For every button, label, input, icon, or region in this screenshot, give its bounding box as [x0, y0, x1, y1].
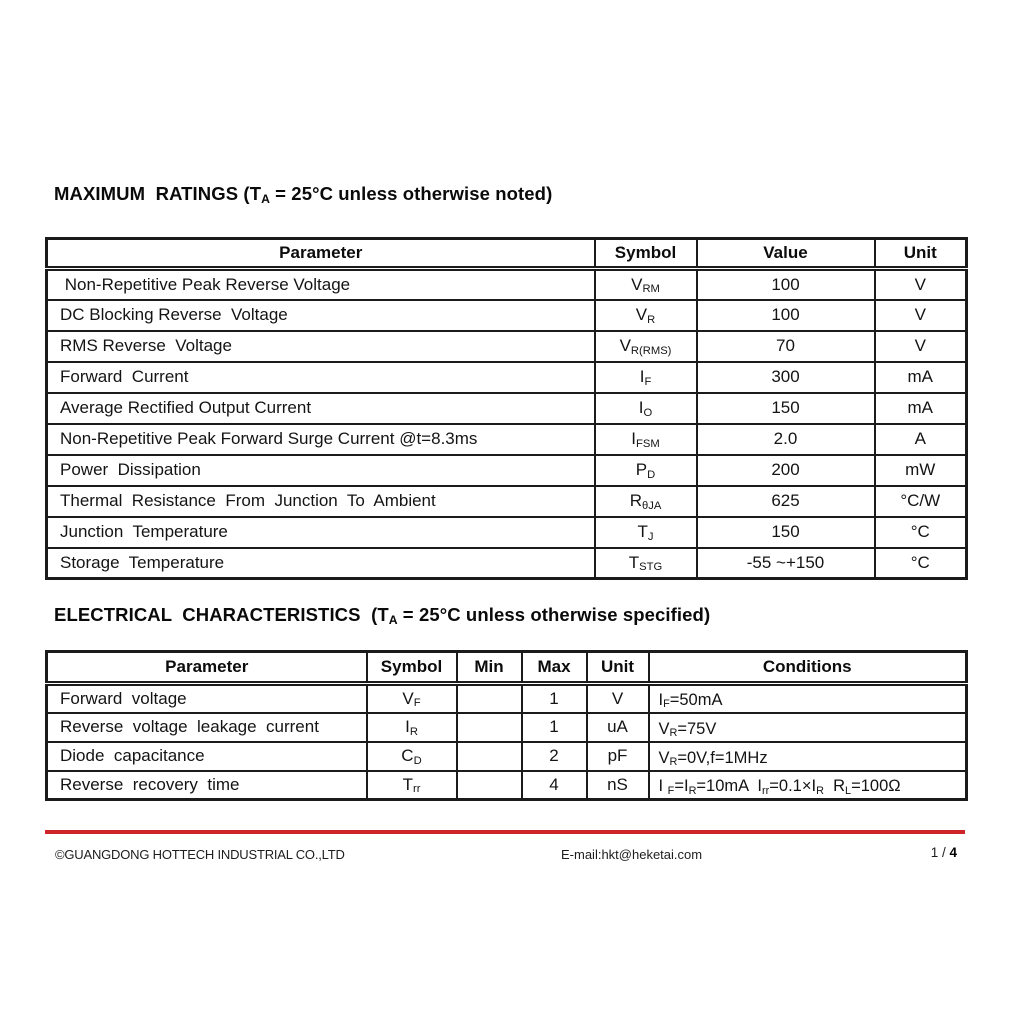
table-row	[47, 455, 967, 486]
symbol-cell: $R_{\theta JA}$	[595, 486, 697, 517]
parameter-cell: Non-Repetitive Peak Reverse Voltage	[47, 269, 595, 300]
symbol-cell: $I_F$	[595, 362, 697, 393]
min-cell	[457, 684, 522, 713]
table-row	[47, 486, 967, 517]
table-row	[47, 331, 967, 362]
column-header-parameter: Parameter	[47, 652, 367, 684]
parameter-cell: Storage Temperature	[47, 548, 595, 579]
unit-cell: °C	[875, 548, 967, 579]
unit-cell: pF	[587, 742, 649, 771]
table-row	[47, 424, 967, 455]
table-row	[47, 269, 967, 300]
maximum-ratings-table	[45, 237, 968, 580]
value-cell: 2.0	[697, 424, 875, 455]
column-header-conditions: Conditions	[649, 652, 967, 684]
column-header-unit: Unit	[875, 239, 967, 269]
symbol-cell: $T_J$	[595, 517, 697, 548]
unit-cell: A	[875, 424, 967, 455]
parameter-cell: DC Blocking Reverse Voltage	[47, 300, 595, 331]
unit-cell: mA	[875, 362, 967, 393]
parameter-cell: Forward voltage	[47, 684, 367, 713]
table-row	[47, 771, 967, 800]
conditions-cell: $I_F=50mA$	[649, 684, 967, 713]
parameter-cell: Diode capacitance	[47, 742, 367, 771]
value-cell: 150	[697, 517, 875, 548]
symbol-cell: $V_{RM}$	[595, 269, 697, 300]
unit-cell: mW	[875, 455, 967, 486]
parameter-cell: Thermal Resistance From Junction To Ambient	[47, 486, 595, 517]
parameter-cell: Average Rectified Output Current	[47, 393, 595, 424]
table-row	[47, 393, 967, 424]
parameter-cell: Power Dissipation	[47, 455, 595, 486]
max-cell: 4	[522, 771, 587, 800]
column-header-max: Max	[522, 652, 587, 684]
unit-cell: V	[875, 300, 967, 331]
conditions-cell: $V_R=75V$	[649, 713, 967, 742]
symbol-cell: $V_{R(RMS)}$	[595, 331, 697, 362]
symbol-cell: $I_{FSM}$	[595, 424, 697, 455]
unit-cell: uA	[587, 713, 649, 742]
column-header-unit: Unit	[587, 652, 649, 684]
symbol-cell: $C_D$	[367, 742, 457, 771]
parameter-cell: Forward Current	[47, 362, 595, 393]
electrical-characteristics-title: ELECTRICAL CHARACTERISTICS ($T_A = 25^\circ C$ unless otherwise specified)	[54, 604, 711, 627]
min-cell	[457, 771, 522, 800]
value-cell: 70	[697, 331, 875, 362]
min-cell	[457, 742, 522, 771]
table-row	[47, 684, 967, 713]
maximum-ratings-title: MAXIMUM RATINGS ($T_A = 25^\circ C$ unless otherwise noted)	[54, 183, 553, 206]
max-cell: 2	[522, 742, 587, 771]
table-row	[47, 517, 967, 548]
table-row	[47, 362, 967, 393]
unit-cell: °C	[875, 517, 967, 548]
unit-cell: nS	[587, 771, 649, 800]
parameter-cell: RMS Reverse Voltage	[47, 331, 595, 362]
table-header-row	[47, 652, 967, 684]
unit-cell: V	[875, 269, 967, 300]
footer-page-number: 1 / 4	[930, 845, 957, 860]
symbol-cell: $T_{STG}$	[595, 548, 697, 579]
value-cell: 100	[697, 300, 875, 331]
footer-divider-line	[45, 830, 965, 834]
max-cell: 1	[522, 684, 587, 713]
parameter-cell: Reverse recovery time	[47, 771, 367, 800]
unit-cell: V	[587, 684, 649, 713]
column-header-symbol: Symbol	[367, 652, 457, 684]
value-cell: 200	[697, 455, 875, 486]
max-cell: 1	[522, 713, 587, 742]
table-row	[47, 713, 967, 742]
value-cell: 150	[697, 393, 875, 424]
column-header-value: Value	[697, 239, 875, 269]
parameter-cell: Reverse voltage leakage current	[47, 713, 367, 742]
symbol-cell: $V_F$	[367, 684, 457, 713]
table-row	[47, 548, 967, 579]
symbol-cell: $V_R$	[595, 300, 697, 331]
column-header-parameter: Parameter	[47, 239, 595, 269]
table-header-row	[47, 239, 967, 269]
unit-cell: °C/W	[875, 486, 967, 517]
parameter-cell: Non-Repetitive Peak Forward Surge Current @t=8.3ms	[47, 424, 595, 455]
table-row	[47, 300, 967, 331]
footer-company: ©GUANGDONG HOTTECH INDUSTRIAL CO.,LTD	[55, 847, 345, 862]
symbol-cell: $P_D$	[595, 455, 697, 486]
unit-cell: mA	[875, 393, 967, 424]
value-cell: 300	[697, 362, 875, 393]
conditions-cell: I $_F=I_R=10mA$ $I_{rr}=0.1\times I_R$ $R_L=100\Omega$	[649, 771, 967, 800]
value-cell: -55 ~+150	[697, 548, 875, 579]
min-cell	[457, 713, 522, 742]
symbol-cell: $I_R$	[367, 713, 457, 742]
table-row	[47, 742, 967, 771]
column-header-min: Min	[457, 652, 522, 684]
footer-email: E-mail:hkt@heketai.com	[561, 847, 703, 862]
value-cell: 100	[697, 269, 875, 300]
electrical-characteristics-table	[45, 650, 968, 801]
parameter-cell: Junction Temperature	[47, 517, 595, 548]
column-header-symbol: Symbol	[595, 239, 697, 269]
conditions-cell: $V_R=0V,f=1MHz$	[649, 742, 967, 771]
unit-cell: V	[875, 331, 967, 362]
value-cell: 625	[697, 486, 875, 517]
symbol-cell: $T_{rr}$	[367, 771, 457, 800]
symbol-cell: $I_O$	[595, 393, 697, 424]
